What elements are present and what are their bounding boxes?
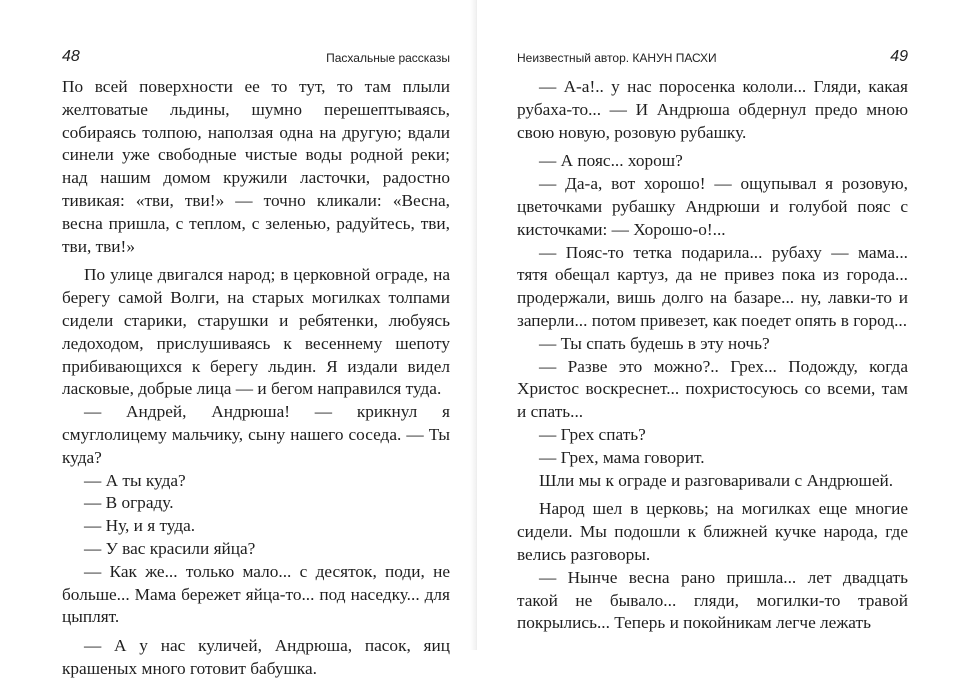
paragraph: — Андрей, Андрюша! — крикнул я смуглолицему мальчику, сыну нашего соседа. — Ты куда? <box>62 402 450 467</box>
paragraph: — Ну, и я туда. <box>84 516 196 536</box>
paragraph: — Нынче весна рано пришла... лет двадцать такой не бывало... гляди, могилки-то травой покрылись... Теперь и покойникам легче лежать <box>517 567 908 633</box>
paragraph: — У вас красили яйца? <box>84 538 256 558</box>
paragraph: — Да-а, вот хорошо! — ощупывал я розовую, цветочками рубашку Андрюши и голубой пояс с кисточками: — Хорошо-о!... <box>517 174 908 239</box>
paragraph: По улице двигался народ; в церковной ограде, на берегу самой Волги, на старых могилках толпами сидели старики, старушки и ребятенки, любуясь ледоходом, прислушиваясь к весеннему шепоту прибивающихся к берегу льдин. Я издали видел ласковые, добрые лица — и бегом направился туда. <box>62 265 450 399</box>
paragraph: — Грех, мама говорит. <box>539 447 705 467</box>
right-page-text <box>517 76 908 635</box>
paragraph: — Как же... только мало... с десяток, поди, не больше... Мама бережет яйца-то... под наседку... для цыплят. <box>62 561 450 627</box>
left-page-text <box>62 76 450 681</box>
paragraph: — А ты куда? <box>84 470 186 490</box>
right-page-header <box>517 48 908 70</box>
paragraph: — Ты спать будешь в эту ночь? <box>539 333 770 353</box>
paragraph: Шли мы к ограде и разговаривали с Андрюшей. <box>539 470 894 490</box>
paragraph: — В ограду. <box>84 493 174 513</box>
paragraph: Народ шел в церковь; на могилках еще многие сидели. Мы подошли к ближней кучке народа, где велись разговоры. <box>517 499 908 564</box>
paragraph: — Разве это можно?.. Грех... Подожду, когда Христос воскреснет... похристосуюсь со всеми, там и спать... <box>517 356 908 422</box>
paragraph: — А у нас куличей, Андрюша, пасок, яиц крашеных много готовит бабушка. <box>62 636 450 678</box>
paragraph: — А-а!.. у нас поросенка кололи... Гляди, какая рубаха-то... — И Андрюша обдернул предо мною свою новую, розовую рубашку. <box>517 77 908 142</box>
left-page-header <box>62 48 450 70</box>
running-head: Неизвестный автор. КАНУН ПАСХИ <box>517 51 717 65</box>
left-page <box>0 0 477 678</box>
right-page <box>477 0 954 650</box>
paragraph: — Грех спать? <box>539 424 646 444</box>
page-number: 48 <box>62 48 80 65</box>
paragraph: По всей поверхности ее то тут, то там плыли желтоватые льдины, шумно перешептываясь, собираясь толпою, наползая одна на другую; вдали синели уже свободные чистые воды родной реки; над нашим домом кружили ласточки, радостно тивикая: «тви, тви!» — точно кликали: «Весна, весна пришла, с теплом, с зеленью, радуйтесь, тви, тви, тви!» <box>62 77 450 256</box>
running-head: Пасхальные рассказы <box>326 51 450 65</box>
paragraph: — Пояс-то тетка подарила... рубаху — мама... тятя обещал картуз, да не привез пока из города... продержали, вишь долго на базаре... ну, лавки-то и заперли... потом привезет, как поедет опять в город... <box>517 242 908 330</box>
page-number: 49 <box>890 48 908 65</box>
paragraph: — А пояс... хорош? <box>539 151 683 171</box>
